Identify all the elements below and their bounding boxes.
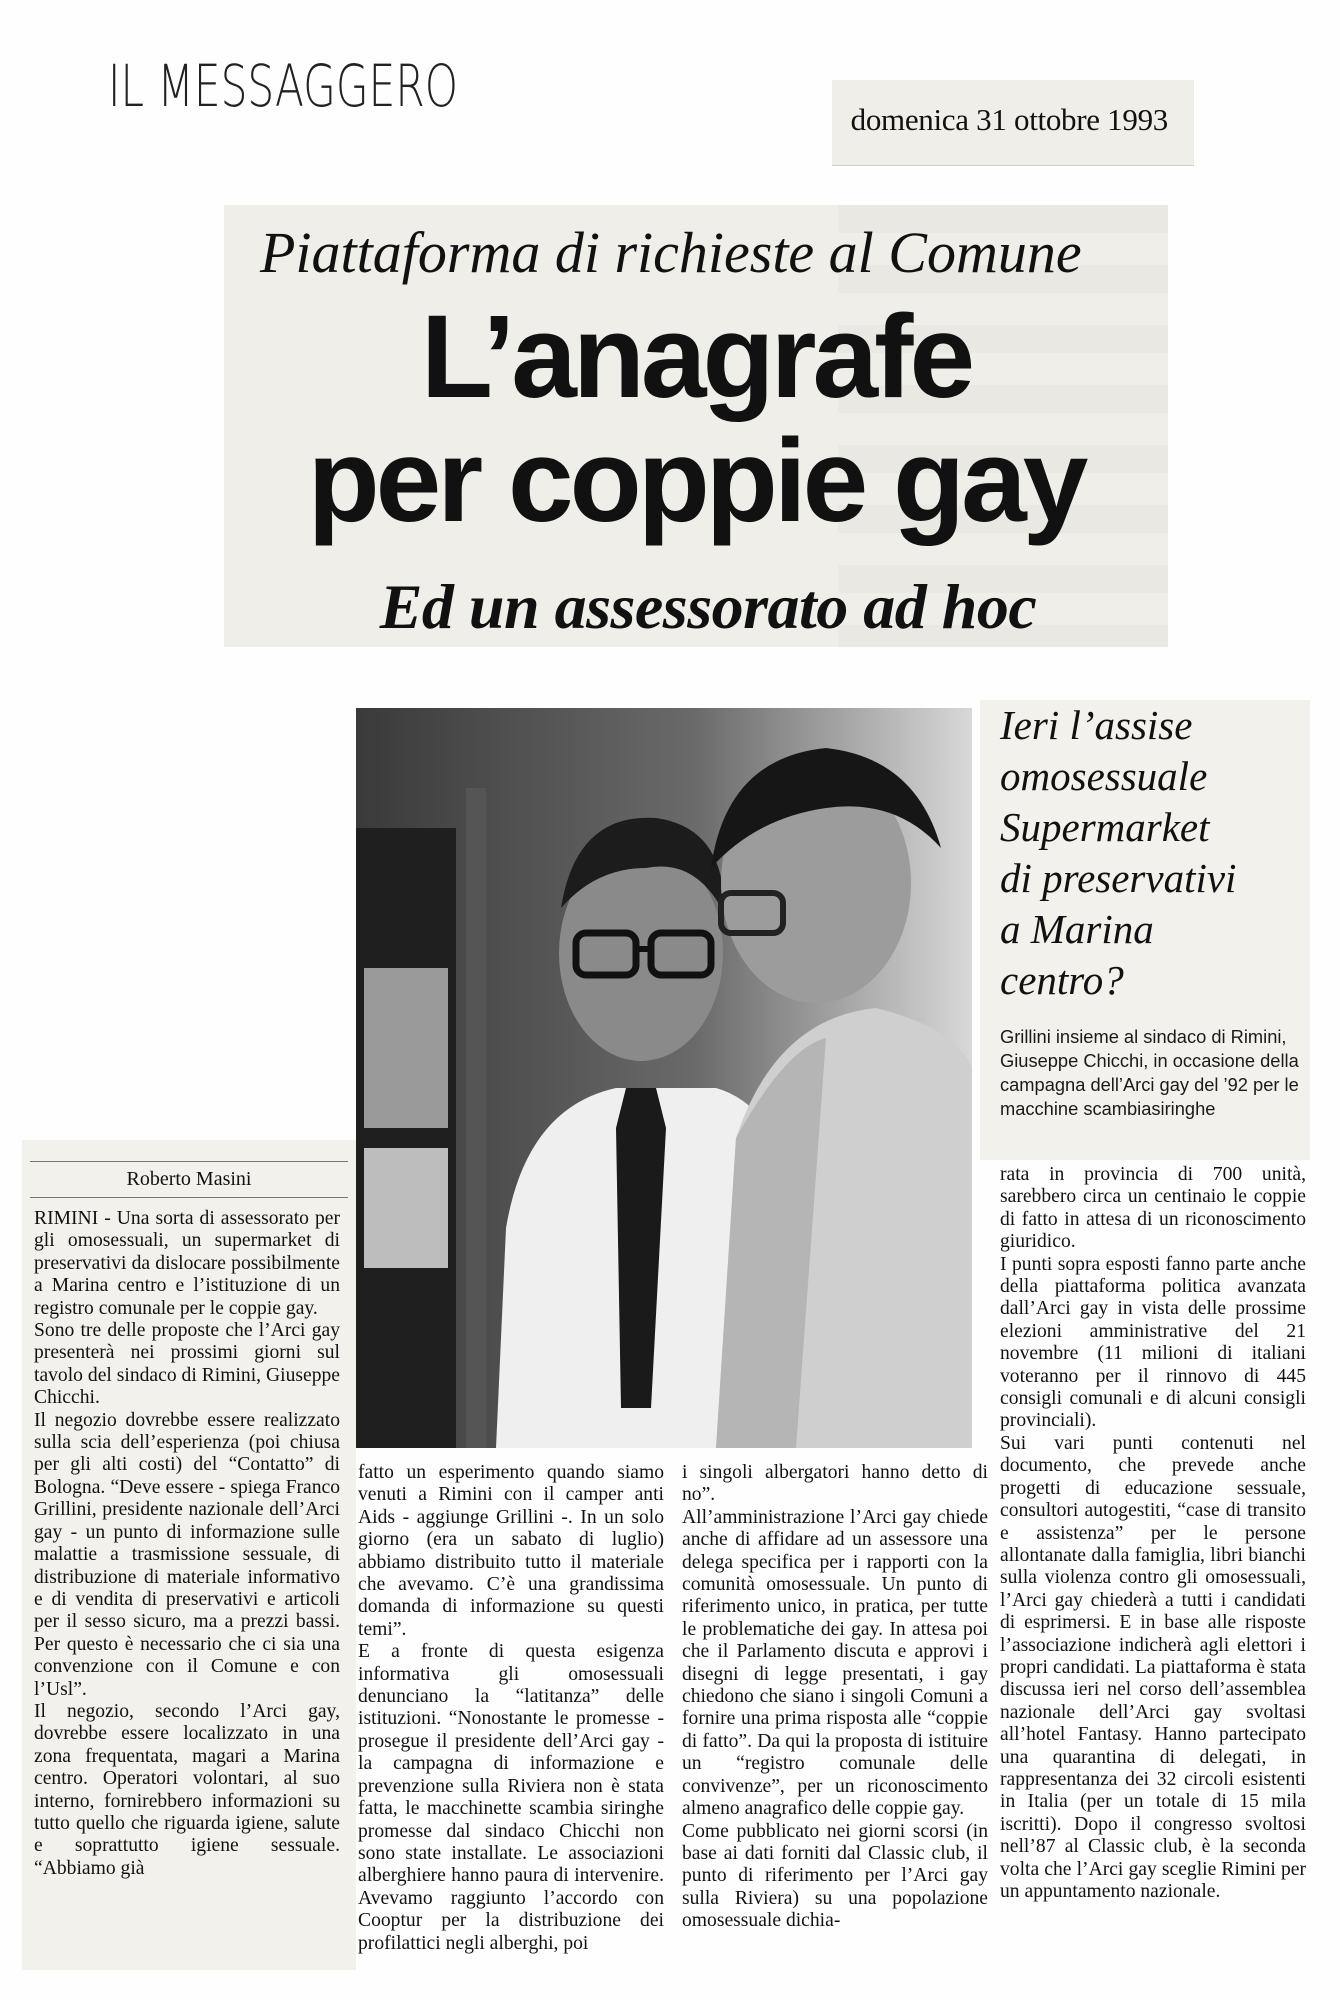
pull-quote-line: a Marina [1000,906,1154,952]
article-column-2 [358,1462,664,1955]
paragraph: Il negozio dovrebbe essere realizzato sulla scia dell’esperienza (poi chiusa per gli alti costi) del “Contatto” di Bologna. “Deve essere - spiega Franco Grillini, presidente nazionale dell’Arci gay - un punto di informazione sulle malattie a trasmissione sessuale, di distribuzione di materiale informativo e di vendita di preservativi e articoli per il sesso sicuro, ma a prezzi bassi. Per questo è necessario che ci sia una convenzione con il Comune e con l’Usl”. [34,1409,340,1700]
headline [224,291,1168,547]
article-column-1 [34,1208,340,1880]
headline-block [224,205,1168,647]
pull-quote-line: di preservativi [1000,855,1237,901]
article-photo [356,708,972,1448]
paragraph: fatto un esperimento quando siamo venuti a Rimini con il camper anti Aids - aggiunge Grillini -. In un solo giorno (era un sabato di luglio) abbiamo distribuito tutto il materiale che avevamo. C’è una grandissima domanda di informazione su questi temi”. [358,1462,664,1640]
headline-line-1: L’anagrafe [420,291,972,423]
paragraph: I punti sopra esposti fanno parte anche della piattaforma politica avanzata dall’Arci gay in vista delle prossime elezioni amministrative del 21 novembre (11 milioni di italiani voteranno per il rinnovo di 445 consigli comunali e di alcuni consigli provinciali). [1000,1253,1306,1432]
publication-date: domenica 31 ottobre 1993 [850,102,1168,137]
paragraph: Sui vari punti contenuti nel documento, che prevede anche progetti di educazione sessuale, consultori autogestiti, “case di transito e assistenza” per le persone allontanate dalla famiglia, libri bianchi sulla violenza contro gli omosessuali, l’Arci gay chiederà a tutti i candidati di esprimersi. E in base alle risposte l’associazione indicherà agli elettori i propri candidati. La piattaforma è stata discussa ieri nel corso dell’assemblea nazionale dell’Arci gay svoltasi all’hotel Fantasy. Hanno partecipato una quarantina di delegati, in rappresentanza dei 32 circoli esistenti in Italia (per un totale di 15 mila iscritti). Dopo il congresso svoltosi nell’87 al Classic club, è la seconda volta che l’Arci gay sceglie Rimini per un appuntamento nazionale. [1000,1432,1306,1902]
pull-quote-line: Supermarket [1000,804,1210,850]
paragraph: Il negozio, secondo l’Arci gay, dovrebbe essere localizzato in una zona frequentata, magari a Marina centro. Operatori volontari, al suo interno, fornirebbero informazioni su tutto quello che riguarda igiene, salute e soprattutto igiene sessuale. “Abbiamo già [34,1700,340,1879]
paragraph: rata in provincia di 700 unità, sarebbero circa un centinaio le coppie di fatto in attesa di un riconoscimento giuridico. [1000,1164,1306,1253]
byline: Roberto Masini [30,1161,348,1198]
paragraph: Come pubblicato nei giorni scorsi (in base ai dati forniti dal Classic club, il punto di riferimento per l’Arci gay sulla Riviera) su una popolazione omosessuale dichia- [682,1820,988,1932]
paragraph: E a fronte di questa esigenza informativa gli omosessuali denunciano la “latitanza” delle istituzioni. “Nonostante le promesse - prosegue il presidente dell’Arci gay - la campagna di informazione e prevenzione sulla Riviera non è stata fatta, le macchinette scambia siringhe promesse dal sindaco Chicchi non sono state installate. Le associazioni alberghiere hanno paura di intervenire. Avevamo raggiunto l’accordo con Cooptur per la distribuzione dei profilattici negli alberghi, poi [358,1641,664,1954]
photo-caption: Grillini insieme al sindaco di Rimini, Giuseppe Chicchi, in occasione della campagna dell’Arci gay del ’92 per le macchine scambiasiringhe [1000,1026,1299,1119]
subhead: Ed un assessorato ad hoc [379,571,1037,642]
pull-quote [1000,700,1310,1006]
photo-illustration [356,708,972,1448]
date-clipping [832,80,1194,166]
handwritten-masthead [108,44,468,124]
article-column-3 [682,1462,988,1933]
paragraph: i singoli albergatori hanno detto di no”. [682,1462,988,1506]
kicker: Piattaforma di richieste al Comune [260,220,1082,285]
masthead-text: IL MESSAGGERO [108,52,458,120]
pull-quote-line: omosessuale [1000,753,1208,799]
article-column-4 [1000,1164,1306,1903]
pull-quote-line: Ieri l’assise [1000,702,1193,748]
paragraph: All’amministrazione l’Arci gay chiede anche di affidare ad un assessore una delega specifica per i rapporti con la comunità omosessuale. Un punto di riferimento unico, in pratica, per tutte le problematiche dei gay. In attesa poi che il Parlamento discuta e approvi i disegni di legge presentati, i gay chiedono che siano i singoli Comuni a fornire una prima risposta alle “coppie di fatto”. Da qui la proposta di istituire un “registro comunale delle convivenze”, per un riconoscimento almeno anagrafico delle coppie gay. [682,1506,988,1820]
pull-quote-line: centro? [1000,957,1124,1003]
headline-line-2: per coppie gay [307,415,1085,547]
paragraph: RIMINI - Una sorta di assessorato per gli omosessuali, un supermarket di preservativi da dislocare possibilmente a Marina centro e l’istituzione di un registro comunale per le coppie gay. [34,1208,340,1319]
paragraph: Sono tre delle proposte che l’Arci gay presenterà nei prossimi giorni sul tavolo del sindaco di Rimini, Giuseppe Chicchi. [34,1320,340,1409]
